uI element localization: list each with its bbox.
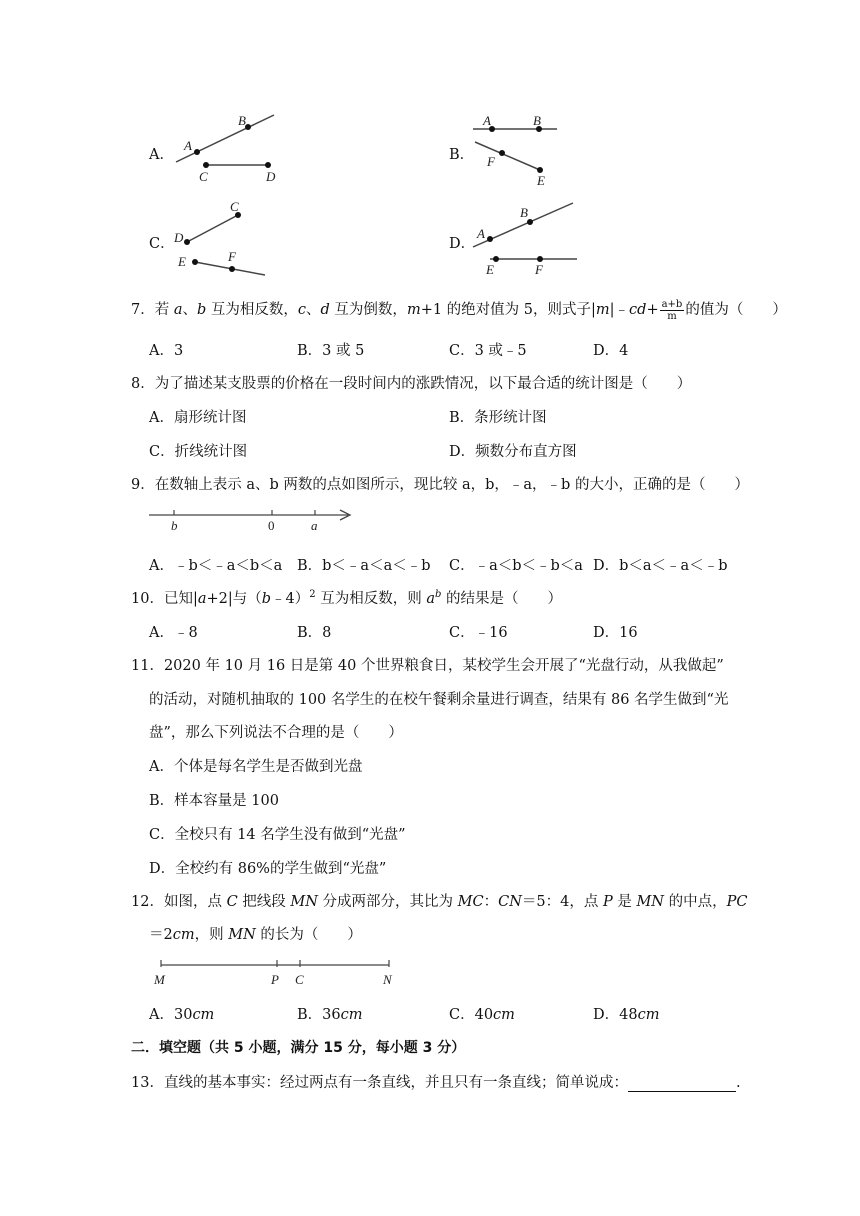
q10-option-c: C．﹣16 xyxy=(449,625,508,641)
q7-fraction: $\frac{a+b}{m}$ xyxy=(661,298,683,322)
q11-option-a: A．个体是每名学生是否做到光盘 xyxy=(149,759,363,775)
q6b-point-f: F xyxy=(487,154,495,169)
q9-number-line xyxy=(145,505,360,535)
q6d-point-b: B xyxy=(520,205,528,220)
q8-option-c: C．折线统计图 xyxy=(149,444,248,460)
q12-option-d: D．48cm xyxy=(593,1007,660,1023)
q9-option-d: D．b＜a＜﹣a＜﹣b xyxy=(593,558,728,574)
q8-stem: 8．为了描述某支股票的价格在一段时间内的涨跌情况，以下最合适的统计图是（ ） xyxy=(131,376,692,392)
q6b-point-e: E xyxy=(537,173,545,188)
q13-stem: 13．直线的基本事实：经过两点有一条直线，并且只有一条直线；简单说成： . xyxy=(131,1075,741,1091)
q6c-point-c: C xyxy=(230,199,239,214)
q11-stem-line2: 的活动，对随机抽取的 100 名学生的在校午餐剩余量进行调查，结果有 86 名学生做到“光 xyxy=(149,692,729,708)
q12-option-a: A．30cm xyxy=(149,1007,215,1023)
q9-label-zero: 0 xyxy=(268,518,275,533)
q7-stem: 7．若 a、b 互为相反数，c、d 互为倒数，m+1 的绝对值为 5，则式子|m|﹣cd+ $\frac{a+b}{m}$ 的值为（ ） xyxy=(131,298,787,322)
section-2-heading: 二．填空题（共 5 小题，满分 15 分，每小题 3 分） xyxy=(131,1040,466,1056)
q10-option-b: B．8 xyxy=(297,625,332,641)
q13-answer-blank[interactable] xyxy=(628,1077,736,1092)
q8-option-a: A．扇形统计图 xyxy=(149,410,247,426)
q12-stem-line1: 12．如图，点 C 把线段 MN 分成两部分，其比为 MC：CN＝5：4，点 P 是 MN 的中点，PC xyxy=(131,894,748,910)
q11-option-d: D．全校约有 86%的学生做到“光盘” xyxy=(149,861,387,877)
q9-label-b: b xyxy=(171,518,178,533)
q6-option-d-label: D． xyxy=(449,236,476,252)
q6-option-c-label: C． xyxy=(149,236,175,252)
q6b-point-a: A xyxy=(483,113,491,128)
q6-figure-d xyxy=(470,198,580,278)
q6-option-b-label: B． xyxy=(449,147,475,163)
q12-label-p: P xyxy=(271,972,279,987)
q9-label-a: a xyxy=(311,518,318,533)
q10-option-a: A．﹣8 xyxy=(149,625,198,641)
q6a-point-c: C xyxy=(199,169,208,184)
q11-option-c: C．全校只有 14 名学生没有做到“光盘” xyxy=(149,827,406,843)
q12-stem-line2: ＝2cm，则 MN 的长为（ ） xyxy=(149,927,362,943)
q12-label-n: N xyxy=(383,972,392,987)
q7-option-a: A．3 xyxy=(149,343,184,359)
q6-option-a-label: A． xyxy=(149,147,174,163)
q12-label-c: C xyxy=(295,972,304,987)
q11-option-b: B．样本容量是 100 xyxy=(149,793,279,809)
q6b-point-b: B xyxy=(533,113,541,128)
q6c-point-d: D xyxy=(174,230,184,245)
q8-option-b: B．条形统计图 xyxy=(449,410,547,426)
q12-option-c: C．40cm xyxy=(449,1007,515,1023)
q6-figure-c xyxy=(170,198,270,278)
q6c-point-e: E xyxy=(178,254,186,269)
q9-option-b: B．b＜﹣a＜a＜﹣b xyxy=(297,558,431,574)
q9-stem: 9．在数轴上表示 a、b 两数的点如图所示，现比较 a，b，﹣a，﹣b 的大小，正确的是（ ） xyxy=(131,477,749,493)
q12-option-b: B．36cm xyxy=(297,1007,363,1023)
q6d-point-f: F xyxy=(535,262,543,277)
q6a-point-d: D xyxy=(266,169,276,184)
q6a-point-a: A xyxy=(184,138,192,153)
q7-option-d: D．4 xyxy=(593,343,629,359)
q6d-point-e: E xyxy=(486,262,494,277)
q6d-point-a: A xyxy=(477,226,485,241)
q8-option-d: D．频数分布直方图 xyxy=(449,444,577,460)
q12-label-m: M xyxy=(154,972,165,987)
q7-option-b: B．3 或 5 xyxy=(297,343,365,359)
q11-stem-line1: 11．2020 年 10 月 16 日是第 40 个世界粮食日，某校学生会开展了“光盘行动，从我做起” xyxy=(131,658,724,674)
q9-option-c: C．﹣a＜b＜﹣b＜a xyxy=(449,558,583,574)
q9-option-a: A．﹣b＜﹣a＜b＜a xyxy=(149,558,283,574)
q6a-point-b: B xyxy=(238,113,246,128)
q6-figure-a xyxy=(170,110,290,185)
q6c-point-f: F xyxy=(228,249,236,264)
q7-option-c: C．3 或﹣5 xyxy=(449,343,527,359)
q10-option-d: D．16 xyxy=(593,625,638,641)
q10-stem: 10．已知|a+2|与（b﹣4）$^2$ 互为相反数，则 $a^b$ 的结果是（ ） xyxy=(131,589,563,607)
q12-segment-figure xyxy=(150,955,400,989)
q11-stem-line3: 盘”，那么下列说法不合理的是（ ） xyxy=(149,725,403,741)
q6-figure-b xyxy=(470,110,560,188)
